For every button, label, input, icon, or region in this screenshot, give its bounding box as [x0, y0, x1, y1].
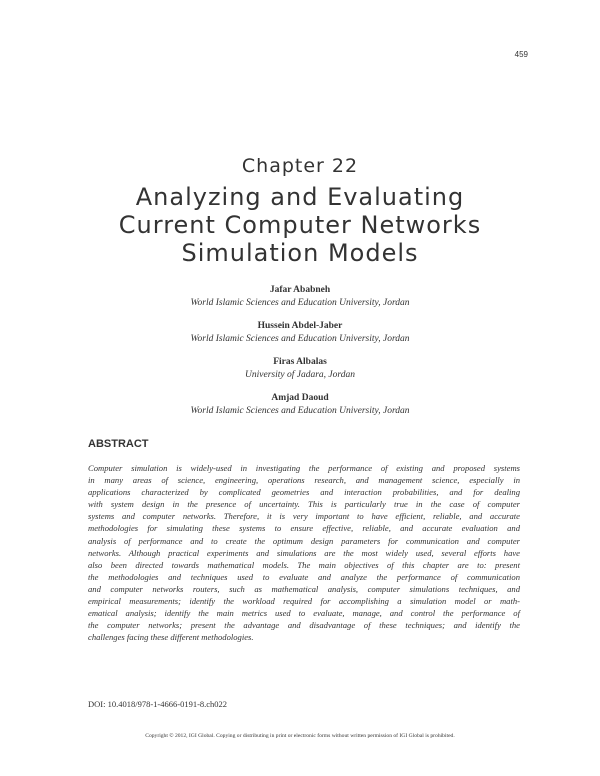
- abstract-line: systems and computer networks. Therefore, it is very important to have efficient, reliable, and accurate: [88, 511, 520, 522]
- chapter-title: [0, 183, 600, 267]
- author-affiliation: World Islamic Sciences and Education University, Jordan: [190, 298, 410, 308]
- abstract-line: and computer networks routers, such as mathematical analysis, computer simulations techniques, and: [88, 583, 520, 594]
- abstract-line: with system design in the presence of uncertainty. This is particularly true in the case of computer: [88, 499, 520, 510]
- abstract-line: in many areas of science, engineering, operations research, and management science, especially in: [88, 475, 520, 486]
- author-name: Amjad Daoud: [271, 393, 329, 403]
- page-number: 459: [514, 50, 528, 59]
- abstract-line: the methodologies and techniques used to evaluate and analyze the performance of communication: [88, 571, 520, 582]
- abstract-line: the computer networks; present the advantage and disadvantage of these techniques; and identify the: [88, 620, 520, 631]
- abstract-line: ematical analysis; identify the main metrics used to evaluate, manage, and control the performance of: [88, 608, 520, 619]
- abstract-line: challenges facing these different methodologies.: [88, 632, 254, 643]
- author-block: [0, 284, 600, 320]
- abstract-line: networks. Although practical experiments and simulations are the most widely used, several efforts have: [88, 547, 520, 558]
- chapter-title-line: Simulation Models: [181, 239, 419, 267]
- copyright-notice: Copyright © 2012, IGI Global. Copying or distributing in print or electronic forms without written permission of IGI Global is prohibited.: [145, 733, 455, 739]
- abstract-line: also been directed towards mathematical models. The main objectives of this chapter are to: present: [88, 559, 520, 570]
- abstract-line: applications characterized by complicated geometries and interaction probabilities, and for dealing: [88, 487, 520, 498]
- abstract-line: empirical measurements; identify the workload required for accomplishing a simulation model or math-: [88, 596, 520, 607]
- abstract-line: Computer simulation is widely-used in investigating the performance of existing and proposed systems: [88, 463, 520, 473]
- author-block: [0, 356, 600, 392]
- chapter-title-line: Analyzing and Evaluating: [135, 183, 465, 211]
- author-affiliation: World Islamic Sciences and Education University, Jordan: [190, 334, 410, 344]
- author-list: [0, 284, 600, 428]
- author-affiliation: World Islamic Sciences and Education University, Jordan: [190, 406, 410, 416]
- chapter-title-line: Current Computer Networks: [118, 211, 482, 239]
- author-block: [0, 320, 600, 356]
- chapter-label: Chapter 22: [241, 155, 359, 177]
- author-affiliation: University of Jadara, Jordan: [245, 370, 355, 380]
- abstract-line: methodologies for simulating these systems to ensure effective, reliable, and accurate evaluation and: [88, 523, 520, 534]
- author-name: Hussein Abdel-Jaber: [257, 321, 343, 331]
- abstract-heading: ABSTRACT: [88, 438, 149, 450]
- author-name: Firas Albalas: [273, 357, 327, 367]
- author-name: Jafar Ababneh: [269, 285, 331, 295]
- author-block: [0, 392, 600, 428]
- abstract-line: analysis of performance and to create the optimum design parameters for communication and computer: [88, 535, 520, 546]
- doi: DOI: 10.4018/978-1-4666-0191-8.ch022: [88, 699, 228, 709]
- abstract-body: [88, 462, 520, 643]
